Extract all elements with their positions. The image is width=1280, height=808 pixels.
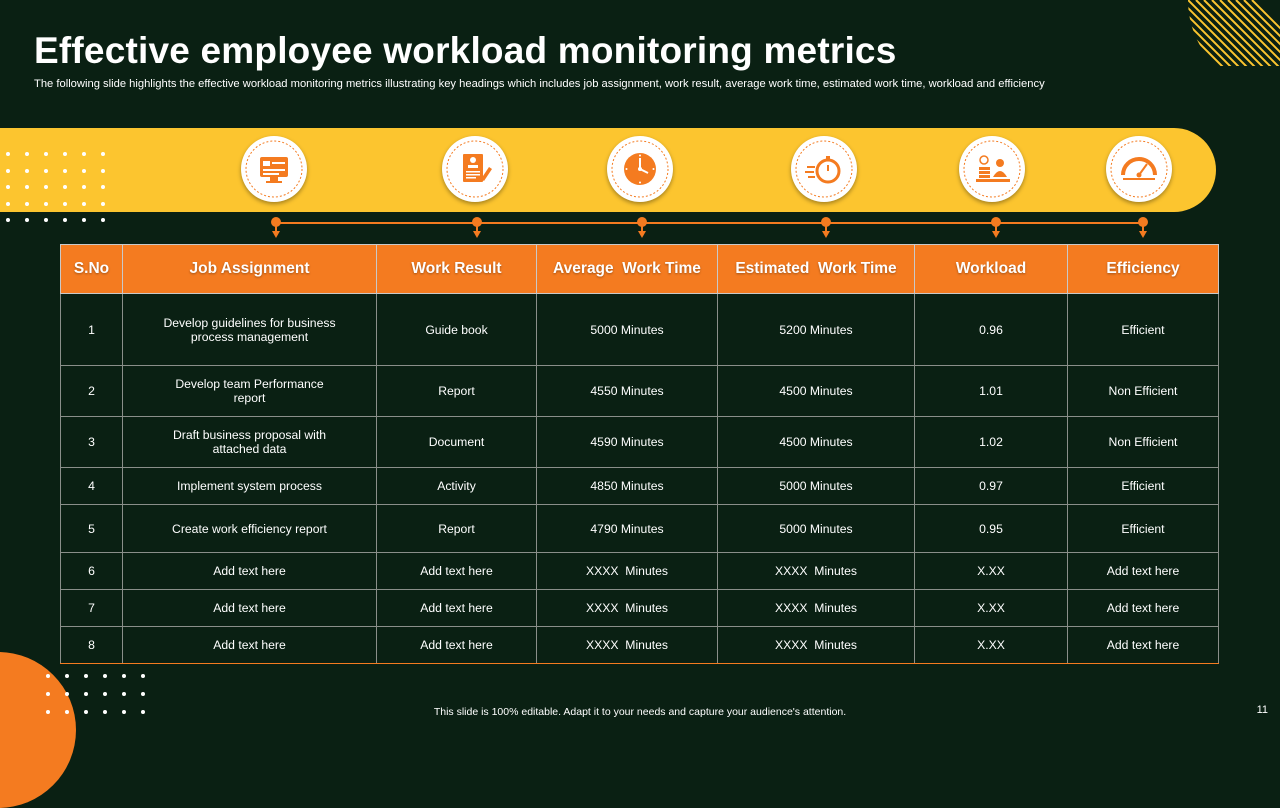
cell-efficiency: Add text here bbox=[1068, 553, 1219, 590]
header-average-work-time: Average Work Time bbox=[537, 245, 718, 294]
cell-work-result: Add text here bbox=[377, 590, 537, 627]
cell-workload: X.XX bbox=[915, 627, 1068, 664]
dot bbox=[82, 152, 86, 156]
dot bbox=[44, 185, 48, 189]
cell-work-result: Document bbox=[377, 417, 537, 468]
estimated-time-circle bbox=[791, 136, 857, 202]
cell-average-work-time: XXXX Minutes bbox=[537, 590, 718, 627]
cell-average-work-time: 4590 Minutes bbox=[537, 417, 718, 468]
dot bbox=[63, 218, 67, 222]
dot bbox=[82, 185, 86, 189]
cell-estimated-work-time: 5200 Minutes bbox=[718, 294, 915, 366]
cell-work-result: Activity bbox=[377, 468, 537, 505]
cell-work-result: Add text here bbox=[377, 553, 537, 590]
cell-work-result: Guide book bbox=[377, 294, 537, 366]
dots-decoration bbox=[6, 152, 110, 224]
cell-efficiency: Add text here bbox=[1068, 627, 1219, 664]
cell-sno: 3 bbox=[61, 417, 123, 468]
table-row bbox=[61, 590, 1219, 627]
cell-estimated-work-time: XXXX Minutes bbox=[718, 627, 915, 664]
table-row bbox=[61, 505, 1219, 553]
cell-job-assignment: Add text here bbox=[123, 553, 377, 590]
dot bbox=[82, 218, 86, 222]
cell-workload: 1.02 bbox=[915, 417, 1068, 468]
dot bbox=[25, 218, 29, 222]
timeline-pin-arrow bbox=[638, 231, 646, 238]
dot bbox=[103, 674, 107, 678]
cell-work-result: Report bbox=[377, 505, 537, 553]
document-user-icon bbox=[445, 139, 505, 199]
page-subtitle: The following slide highlights the effective workload monitoring metrics illustrating key headings which includes job assignment, work result, average work time, estimated work time, workload and efficiency bbox=[34, 78, 1045, 90]
job-assignment-circle bbox=[241, 136, 307, 202]
table-row bbox=[61, 294, 1219, 366]
dot bbox=[25, 169, 29, 173]
cell-estimated-work-time: XXXX Minutes bbox=[718, 590, 915, 627]
cell-job-assignment: Implement system process bbox=[123, 468, 377, 505]
dot bbox=[82, 169, 86, 173]
timeline-pin-arrow bbox=[822, 231, 830, 238]
header-job-assignment: Job Assignment bbox=[123, 245, 377, 294]
cell-estimated-work-time: 4500 Minutes bbox=[718, 366, 915, 417]
timeline-connector bbox=[276, 222, 1144, 224]
dot bbox=[46, 692, 50, 696]
header-sno: S.No bbox=[61, 245, 123, 294]
dot bbox=[141, 692, 145, 696]
header-work-result: Work Result bbox=[377, 245, 537, 294]
timeline-pin-arrow bbox=[272, 231, 280, 238]
timeline-pin-arrow bbox=[473, 231, 481, 238]
dot bbox=[6, 185, 10, 189]
dot bbox=[46, 674, 50, 678]
worker-desk-icon bbox=[962, 139, 1022, 199]
corner-stripes-decoration bbox=[1180, 0, 1280, 66]
dot bbox=[101, 185, 105, 189]
cell-sno: 4 bbox=[61, 468, 123, 505]
cell-estimated-work-time: XXXX Minutes bbox=[718, 553, 915, 590]
cell-estimated-work-time: 5000 Minutes bbox=[718, 505, 915, 553]
dot bbox=[25, 152, 29, 156]
dot bbox=[141, 674, 145, 678]
average-time-circle bbox=[607, 136, 673, 202]
page-number: 11 bbox=[1256, 704, 1268, 716]
cell-efficiency: Add text here bbox=[1068, 590, 1219, 627]
cell-efficiency: Efficient bbox=[1068, 505, 1219, 553]
dot bbox=[44, 202, 48, 206]
dot bbox=[63, 202, 67, 206]
table-row bbox=[61, 627, 1219, 664]
dot bbox=[65, 692, 69, 696]
cell-workload: X.XX bbox=[915, 553, 1068, 590]
header-efficiency: Efficiency bbox=[1068, 245, 1219, 294]
table-row bbox=[61, 366, 1219, 417]
cell-sno: 2 bbox=[61, 366, 123, 417]
cell-work-result: Report bbox=[377, 366, 537, 417]
cell-efficiency: Non Efficient bbox=[1068, 417, 1219, 468]
cell-average-work-time: XXXX Minutes bbox=[537, 553, 718, 590]
dot bbox=[6, 218, 10, 222]
cell-average-work-time: 5000 Minutes bbox=[537, 294, 718, 366]
speedometer-icon bbox=[1109, 139, 1169, 199]
efficiency-circle bbox=[1106, 136, 1172, 202]
cell-estimated-work-time: 5000 Minutes bbox=[718, 468, 915, 505]
timeline-pin-arrow bbox=[992, 231, 1000, 238]
cell-sno: 7 bbox=[61, 590, 123, 627]
work-result-circle bbox=[442, 136, 508, 202]
dot bbox=[101, 152, 105, 156]
cell-estimated-work-time: 4500 Minutes bbox=[718, 417, 915, 468]
dot bbox=[101, 218, 105, 222]
cell-job-assignment: Add text here bbox=[123, 590, 377, 627]
cell-average-work-time: 4790 Minutes bbox=[537, 505, 718, 553]
cell-workload: 0.96 bbox=[915, 294, 1068, 366]
footer-note: This slide is 100% editable. Adapt it to your needs and capture your audience's attention. bbox=[433, 706, 847, 718]
cell-job-assignment: Create work efficiency report bbox=[123, 505, 377, 553]
dot bbox=[84, 674, 88, 678]
dot bbox=[25, 185, 29, 189]
table-row bbox=[61, 468, 1219, 505]
dot bbox=[103, 692, 107, 696]
table-row bbox=[61, 417, 1219, 468]
dot bbox=[6, 152, 10, 156]
cell-average-work-time: XXXX Minutes bbox=[537, 627, 718, 664]
cell-sno: 1 bbox=[61, 294, 123, 366]
stopwatch-icon bbox=[794, 139, 854, 199]
dot bbox=[101, 202, 105, 206]
cell-job-assignment: Develop guidelines for business process management bbox=[123, 294, 377, 366]
clock-icon bbox=[610, 139, 670, 199]
dot bbox=[82, 202, 86, 206]
cell-efficiency: Efficient bbox=[1068, 294, 1219, 366]
cell-efficiency: Non Efficient bbox=[1068, 366, 1219, 417]
dot bbox=[44, 152, 48, 156]
timeline-pin-arrow bbox=[1139, 231, 1147, 238]
cell-efficiency: Efficient bbox=[1068, 468, 1219, 505]
cell-average-work-time: 4850 Minutes bbox=[537, 468, 718, 505]
dot bbox=[44, 218, 48, 222]
cell-job-assignment: Draft business proposal with attached data bbox=[123, 417, 377, 468]
table-header-row bbox=[61, 245, 1219, 294]
dot bbox=[63, 152, 67, 156]
cell-sno: 8 bbox=[61, 627, 123, 664]
cell-average-work-time: 4550 Minutes bbox=[537, 366, 718, 417]
dot bbox=[6, 169, 10, 173]
cell-workload: 0.95 bbox=[915, 505, 1068, 553]
dot bbox=[6, 202, 10, 206]
dot bbox=[84, 692, 88, 696]
dot bbox=[63, 185, 67, 189]
cell-job-assignment: Add text here bbox=[123, 627, 377, 664]
monitor-list-icon bbox=[244, 139, 304, 199]
dot bbox=[63, 169, 67, 173]
header-estimated-work-time: Estimated Work Time bbox=[718, 245, 915, 294]
cell-job-assignment: Develop team Performance report bbox=[123, 366, 377, 417]
table-row bbox=[61, 553, 1219, 590]
cell-work-result: Add text here bbox=[377, 627, 537, 664]
cell-workload: 0.97 bbox=[915, 468, 1068, 505]
dot bbox=[101, 169, 105, 173]
header-workload: Workload bbox=[915, 245, 1068, 294]
cell-workload: X.XX bbox=[915, 590, 1068, 627]
dot bbox=[65, 674, 69, 678]
cell-workload: 1.01 bbox=[915, 366, 1068, 417]
dot bbox=[44, 169, 48, 173]
page-title: Effective employee workload monitoring metrics bbox=[34, 30, 897, 71]
dot bbox=[122, 674, 126, 678]
cell-sno: 5 bbox=[61, 505, 123, 553]
dot bbox=[25, 202, 29, 206]
workload-metrics-table bbox=[60, 244, 1219, 664]
cell-sno: 6 bbox=[61, 553, 123, 590]
workload-circle bbox=[959, 136, 1025, 202]
dot bbox=[122, 692, 126, 696]
